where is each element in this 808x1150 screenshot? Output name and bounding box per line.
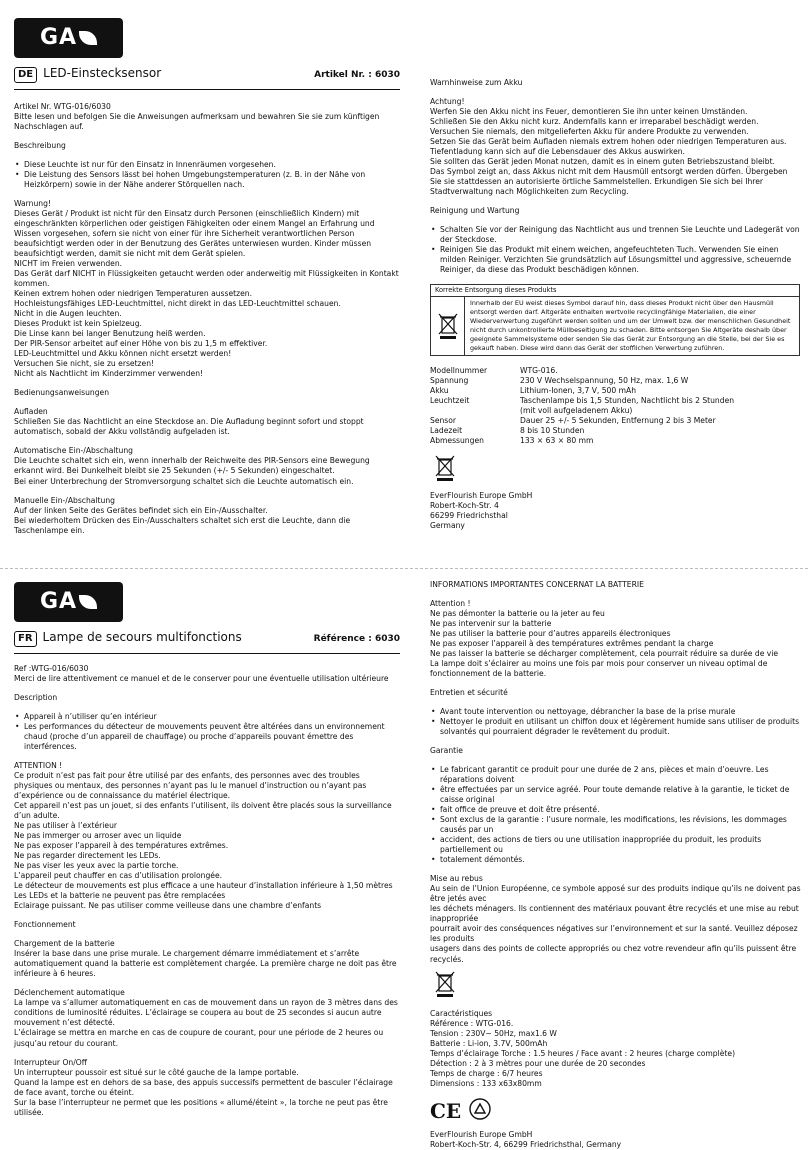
fr-left-column bbox=[14, 664, 400, 1127]
paragraph: Warnhinweise zum Akku bbox=[430, 78, 523, 87]
disposal-text: Innerhalb der EU weist dieses Symbol darauf hin, dass dieses Produkt nicht über den Hausmüll entsorgt werden darf. Altgeräte enthalten wertvolle recyclingfähige Materialien, die einer Wiederverwertung zugeführt werden sollten und um der Umwelt bzw. der menschlichen Gesundheit nicht durch unkontrollierte Müllbeseitigung zu schaden. Bitte entsorgen Sie Altgeräte deshalb über geeignete Sammelsysteme oder senden Sie das Gerät zur Entsorgung an die Stelle, bei der Sie es gekauft haben. Diese wird dann das Gerät der stofflichen Verwertung zuführen. bbox=[470, 298, 791, 352]
list-item: • Appareil à n’utiliser qu’en intérieur bbox=[14, 712, 400, 722]
spec-value: 8 bis 10 Stunden bbox=[520, 425, 585, 435]
list-item: • fait office de preuve et doit être présenté. bbox=[430, 805, 802, 815]
brand-logo-text: GA bbox=[39, 25, 78, 51]
table-row bbox=[430, 376, 734, 386]
spec-value: 133 × 63 × 80 mm bbox=[520, 435, 594, 445]
list-item: • Nettoyer le produit en utilisant un chiffon doux et légèrement humide sans utiliser de produits solvantés qui pourraient dégrader le revêtement du produit. bbox=[430, 717, 802, 737]
spec-value: WTG-016. bbox=[520, 365, 558, 375]
list-item: • Die Leistung des Sensors lässt bei hohen Umgebungstemperaturen (z. B. in der Nähe von Heizkörpern) sowie in der Nähe anderer Störquellen nach. bbox=[14, 170, 400, 190]
list-item: • Le fabricant garantit ce produit pour une durée de 2 ans, pièces et main d’oeuvre. Les réparations doivent bbox=[430, 765, 802, 785]
table-row bbox=[430, 436, 734, 446]
brand-logo-text: GA bbox=[39, 589, 78, 615]
list-item: • Diese Leuchte ist nur für den Einsatz in Innenräumen vorgesehen. bbox=[14, 160, 400, 170]
paragraph: Garantie bbox=[430, 746, 463, 756]
disposal-title: Korrekte Entsorgung dieses Produkts bbox=[431, 285, 799, 297]
bullet-list bbox=[430, 765, 802, 865]
de-left-column bbox=[14, 102, 400, 545]
spec-value: Dauer 25 +/- 5 Sekunden, Entfernung 2 bis 3 Meter bbox=[520, 415, 716, 425]
paragraph: Artikel Nr. WTG-016/6030 Bitte lesen und befolgen Sie die Anweisungen aufmerksam und bewahren Sie sie zum künftigen Nachschlagen auf. bbox=[14, 102, 380, 132]
paragraph: Déclenchement automatique La lampe va s’allumer automatiquement en cas de mouvement dans un rayon de 3 mètres dans des conditions de luminosité réduites. L’éclairage se coupera au bout de 25 secondes si aucun autre mouvement n’est détecté. L’éclairage se mettra en marche en cas de coupure de courant, pour une période de 2 heures ou jusqu’au retour du courant. bbox=[14, 988, 398, 1048]
leaf-icon bbox=[79, 31, 97, 45]
spec-label: Akku bbox=[430, 385, 449, 395]
list-item: • Reinigen Sie das Produkt mit einem weichen, angefeuchteten Tuch. Verwenden Sie einen milden Reiniger. Verzichten Sie grundsätzlich auf Lösungsmittel und aggressive, scheuernde Reiniger, da diese das Produkt beschädigen können. bbox=[430, 245, 800, 275]
paragraph: Description bbox=[14, 693, 58, 703]
weee-icon-fr bbox=[434, 970, 802, 1001]
paragraph: Ref :WTG-016/6030 Merci de lire attentivement ce manuel et de le conserver pour une éventuelle utilisation ultérieure bbox=[14, 664, 389, 684]
paragraph: Manuelle Ein-/Abschaltung Auf der linken Seite des Gerätes befindet sich ein Ein-/Ausschalter. Bei wiederholtem Drücken des Ein-/Ausschalters schaltet sich erst die Leuchte, dann die Taschenlampe ein. bbox=[14, 495, 351, 535]
manufacturer-address-de: EverFlourish Europe GmbH Robert-Koch-Str. 4 66299 Friedrichsthal Germany bbox=[430, 490, 533, 530]
paragraph: Chargement de la batterie Insérer la base dans une prise murale. Le chargement démarre immédiatement et s’arrête automatiquement quand la batterie est complètement chargée. La première charge ne doit pas être inférieure à 6 heures. bbox=[14, 939, 397, 979]
bullet-list bbox=[430, 707, 802, 737]
spec-value: Lithium-Ionen, 3,7 V, 500 mAh bbox=[520, 385, 637, 395]
de-right-column bbox=[430, 78, 800, 531]
article-number-fr: Référence : 6030 bbox=[313, 634, 400, 644]
disposal-box-de bbox=[430, 284, 800, 356]
spec-value: Taschenlampe bis 1,5 Stunden, Nachtlicht bis 2 Stunden (mit voll aufgeladenem Akku) bbox=[520, 395, 735, 415]
list-item: • Schalten Sie vor der Reinigung das Nachtlicht aus und trennen Sie Leuchte und Ladegerät von der Steckdose. bbox=[430, 225, 800, 245]
list-item: • Avant toute intervention ou nettoyage, débrancher la base de la prise murale bbox=[430, 707, 802, 717]
paragraph: Aufladen Schließen Sie das Nachtlicht an eine Steckdose an. Die Aufladung beginnt sofort und stoppt automatisch, sobald der Akku vollständig aufgeladen ist. bbox=[14, 407, 364, 437]
crossed-bin-icon bbox=[431, 297, 465, 355]
brand-logo-fr bbox=[14, 582, 123, 622]
paragraph: Entretien et sécurité bbox=[430, 688, 508, 698]
ce-mark-icon: CE bbox=[430, 1098, 462, 1123]
fr-right-column bbox=[430, 580, 802, 1150]
brand-logo-de bbox=[14, 18, 123, 58]
bullet-list bbox=[14, 712, 400, 752]
cut-line bbox=[0, 568, 808, 569]
header-fr bbox=[14, 630, 400, 654]
language-badge-fr: FR bbox=[14, 631, 37, 647]
table-row bbox=[430, 386, 734, 396]
spec-value: 230 V Wechselspannung, 50 Hz, max. 1,6 W bbox=[520, 375, 689, 385]
paragraph: Achtung! Werfen Sie den Akku nicht ins Feuer, demontieren Sie ihn unter keinen Umständen. Schließen Sie den Akku nicht kurz. Andernfalls kann er irreparabel beschädigt werden. Versuchen Sie niemals, den mitgelieferten Akku für andere Produkte zu verwenden. Setzen Sie das Gerät beim Aufladen niemals extrem hohen oder niedrigen Temperaturen aus. Tiefentladung kann sich auf die Lebensdauer des Akkus auswirken. Sie sollten das Gerät jeden Monat nutzen, damit es in einem guten Betriebszustand bleibt. Das Symbol zeigt an, dass Akkus nicht mit dem Hausmüll entsorgt werden dürfen. Übergeben Sie sie stattdessen an autorisierte örtliche Sammelstellen. Erkundigen Sie sich bei Ihrer Stadtverwaltung nach Möglichkeiten zum Recycling. bbox=[430, 97, 788, 197]
paragraph: Fonctionnement bbox=[14, 920, 76, 930]
paragraph: INFORMATIONS IMPORTANTES CONCERNAT LA BATTERIE bbox=[430, 580, 644, 589]
language-badge-de: DE bbox=[14, 67, 37, 83]
product-title-de: LED-Einstecksensor bbox=[43, 66, 162, 80]
list-item: • Sont exclus de la garantie : l’usure normale, les modifications, les révisions, les dommages causés par un bbox=[430, 815, 802, 835]
product-title-fr: Lampe de secours multifonctions bbox=[42, 630, 242, 644]
paragraph: Automatische Ein-/Abschaltung Die Leuchte schaltet sich ein, wenn innerhalb der Reichweite des PIR-Sensors eine Bewegung erkannt wird. Bei Dunkelheit bleibt sie 25 Sekunden (+/- 5 Sekunden) eingeschaltet. Bei einer Unterbrechung der Stromversorgung schaltet sich die Leuchte automatisch ein. bbox=[14, 446, 370, 486]
specs-fr: Caractéristiques Référence : WTG-016. Tension : 230V~ 50Hz, max1.6 W Batterie : Li-ion, 3.7V, 500mAh Temps d’éclairage Torche : 1.5 heures / Face avant : 2 heures (charge complète) Détection : 2 à 3 mètres pour une durée de 20 secondes Temps de charge : 6/7 heures Dimensions : 133 x63x80mm bbox=[430, 1008, 736, 1088]
list-item: • totalement démontés. bbox=[430, 855, 802, 865]
spec-label: Modellnummer bbox=[430, 365, 488, 375]
paragraph: Reinigung und Wartung bbox=[430, 206, 520, 216]
table-row bbox=[430, 396, 734, 416]
list-item: • accident, des actions de tiers ou une utilisation inappropriée du produit, les produits partiellement ou bbox=[430, 835, 802, 855]
spec-label: Ladezeit bbox=[430, 425, 463, 435]
specs-table-de bbox=[430, 366, 734, 446]
bullet-list bbox=[14, 160, 400, 190]
manufacturer-address-fr: EverFlourish Europe GmbH Robert-Koch-Str. 4, 66299 Friedrichsthal, Germany bbox=[430, 1130, 622, 1150]
paragraph: Bedienungsanweisungen bbox=[14, 388, 110, 398]
spec-label: Leuchtzeit bbox=[430, 395, 470, 405]
leaf-icon bbox=[79, 595, 97, 609]
spec-label: Spannung bbox=[430, 375, 469, 385]
header-de bbox=[14, 66, 400, 90]
spec-label: Abmessungen bbox=[430, 435, 484, 445]
paragraph: Mise au rebus Au sein de l’Union Européenne, ce symbole apposé sur des produits indique qu’ils ne doivent pas être jetés avec les déchets ménagers. Ils contiennent des matériaux pouvant être recyclés et une mise au rebut inappropriée pourrait avoir des conséquences négatives sur l’environnement et sur la santé. Veuillez déposez les produits usagers dans des points de collecte appropriés ou chez votre revendeur afin qu’ils puissent être recyclés. bbox=[430, 874, 801, 964]
paragraph: Beschreibung bbox=[14, 141, 66, 151]
list-item: • être effectuées par un service agréé. Pour toute demande relative à la garantie, le ticket de caisse original bbox=[430, 785, 802, 805]
weee-icon-de bbox=[434, 454, 800, 485]
paragraph: Attention ! Ne pas démonter la batterie ou la jeter au feu Ne pas intervenir sur la batterie Ne pas utiliser la batterie pour d’autres appareils électroniques Ne pas exposer l’appareil à des températures extrêmes pendant la charge Ne pas laisser la batterie se décharger complètement, cela pourrait réduire sa durée de vie La lampe doit s’éclairer au moins une fois par mois pour conserver un niveau optimal de fonctionnement de la batterie. bbox=[430, 599, 779, 679]
table-row bbox=[430, 416, 734, 426]
paragraph: Warnung! Dieses Gerät / Produkt ist nicht für den Einsatz durch Personen (einschließlich Kindern) mit eingeschränkten körperlichen oder geistigen Fähigkeiten oder einem Mangel an Erfahrung und Wissen vorgesehen, sofern sie nicht von einer für ihre Sicherheit verantwortlichen Person beaufsichtigt werden oder in der Benutzung des Gerätes unterwiesen wurden. Kinder müssen beaufsichtigt werden, damit sie nicht mit dem Gerät spielen. NICHT im Freien verwenden. Das Gerät darf NICHT in Flüssigkeiten getaucht werden oder anderweitig mit Flüssigkeiten in Kontakt kommen. Keinen extrem hohen oder niedrigen Temperaturen aussetzen. Hochleistungsfähiges LED-Leuchtmittel, nicht direkt in das LED-Leuchtmittel schauen. Nicht in die Augen leuchten. Dieses Produkt ist kein Spielzeug. Die Linse kann bei langer Benutzung heiß werden. Der PIR-Sensor arbeitet auf einer Höhe von bis zu 1,5 m effektiver. LED-Leuchtmittel und Akku können nicht ersetzt werden! Versuchen Sie nicht, sie zu ersetzen! Nicht als Nachtlicht im Kinderzimmer verwenden! bbox=[14, 199, 399, 379]
table-row bbox=[430, 426, 734, 436]
article-number-de: Artikel Nr. : 6030 bbox=[314, 70, 400, 80]
paragraph: Interrupteur On/Off Un interrupteur poussoir est situé sur le côté gauche de la lampe portable. Quand la lampe est en dehors de sa base, des appuis successifs permettent de basculer l’éclairage de face avant, torche ou éteint. Sur la base l’interrupteur ne permet que les positions « allumé/éteint », la torche ne peut pas être utilisée. bbox=[14, 1057, 393, 1117]
list-item: • Les performances du détecteur de mouvements peuvent être altérées dans un environnement chaud (proche d’un appareil de chauffage) ou proche d’appareils pouvant émettre des interférences. bbox=[14, 722, 400, 752]
compliance-icons bbox=[430, 1098, 802, 1124]
bullet-list bbox=[430, 225, 800, 275]
recycle-info-icon bbox=[469, 1098, 491, 1123]
paragraph: ATTENTION ! Ce produit n’est pas fait pour être utilisé par des enfants, des personnes avec des troubles physiques ou mentaux, des personnes n’ayant pas lu le manuel d’instruction ou n’ayant pas d’expérience ou de connaissance du matériel électrique. Cet appareil n’est pas un jouet, si des enfants l’utilisent, ils doivent être placés sous la surveillance d’un adulte. Ne pas utiliser à l’extérieur Ne pas immerger ou arroser avec un liquide Ne pas exposer l’appareil à des températures extrêmes. Ne pas regarder directement les LEDs. Ne pas viser les yeux avec la partie torche. L’appareil peut chauffer en cas d’utilisation prolongée. Le détecteur de mouvements est plus efficace a une hauteur d’installation inférieure à 1,50 mètres Les LEDs et la batterie ne peuvent pas être remplacées Eclairage puissant. Ne pas utiliser comme veilleuse dans une chambre d’enfants bbox=[14, 761, 393, 911]
table-row bbox=[430, 366, 734, 376]
spec-label: Sensor bbox=[430, 415, 457, 425]
